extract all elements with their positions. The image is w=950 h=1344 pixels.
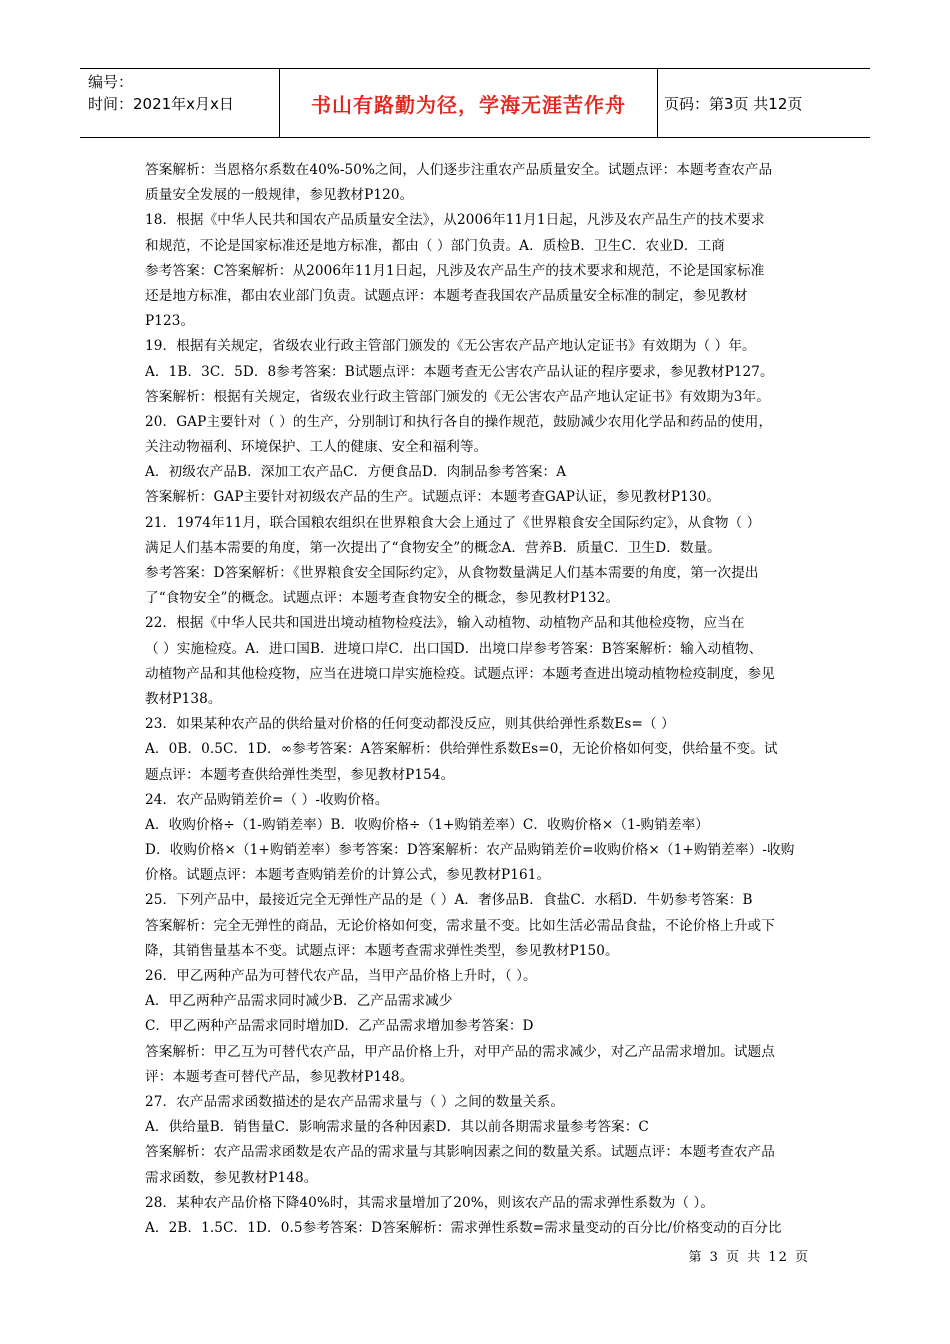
text-line: 答案解析：根据有关规定，省级农业行政主管部门颁发的《无公害农产品产地认定证书》有效期为3年。: [145, 388, 770, 405]
text-line: 满足人们基本需要的角度，第一次提出了“食物安全”的概念A．营养B．质量C．卫生D．数量。: [145, 539, 721, 556]
text-line: A．1B．3C．5D．8参考答案：B试题点评：本题考查无公害农产品认证的程序要求，参见教材P127。: [145, 363, 774, 380]
text-line: 答案解析：甲乙互为可替代农产品，甲产品价格上升，对甲产品的需求减少，对乙产品需求增加。试题点: [145, 1043, 775, 1060]
text-line: A．收购价格÷（1-购销差率）B．收购价格÷（1+购销差率）C．收购价格×（1-购销差率）: [145, 816, 709, 833]
text-line: 还是地方标准，都由农业部门负责。试题点评：本题考查我国农产品质量安全标准的制定，参见教材: [145, 287, 748, 304]
text-line: 评：本题考查可替代产品，参见教材P148。: [145, 1068, 414, 1085]
text-line: 质量安全发展的一般规律，参见教材P120。: [145, 187, 414, 204]
time-label: 时间：2021年x月x日: [88, 95, 234, 113]
text-line: 25．下列产品中，最接近完全无弹性产品的是（ ）A．奢侈品B．食盐C．水稻D．牛奶参考答案：B: [145, 892, 753, 909]
text-line: 20．GAP主要针对（ ）的生产，分别制订和执行各自的操作规范，鼓励减少农用化学品和药品的使用，: [145, 413, 773, 430]
text-line: A．初级农产品B．深加工农产品C．方便食品D．肉制品参考答案：A: [145, 464, 567, 481]
text-line: 参考答案：D答案解析：《世界粮食安全国际约定》，从食物数量满足人们基本需要的角度，第一次提出: [145, 565, 759, 581]
text-line: C．甲乙两种产品需求同时增加D．乙产品需求增加参考答案：D: [145, 1018, 534, 1035]
text-line: 答案解析：当恩格尔系数在40%-50%之间，人们逐步注重农产品质量安全。试题点评：本题考查农产品: [145, 162, 773, 178]
text-line: 24．农产品购销差价=（ ）-收购价格。: [145, 791, 389, 808]
motto: 书山有路勤为径，学海无涯苦作舟: [280, 69, 658, 137]
text-line: 28．某种农产品价格下降40%时，其需求量增加了20%，则该农产品的需求弹性系数为（ ）。: [145, 1194, 715, 1211]
text-line: 27．农产品需求函数描述的是农产品需求量与（ ）之间的数量关系。: [145, 1093, 565, 1110]
text-line: 需求函数，参见教材P148。: [145, 1169, 318, 1186]
text-line: 题点评：本题考查供给弹性类型，参见教材P154。: [145, 766, 455, 783]
text-line: 21．1974年11月，联合国粮农组织在世界粮食大会上通过了《世界粮食安全国际约定》，从食物（ ）: [145, 514, 761, 531]
header-left-cell: [80, 69, 280, 137]
text-line: 18．根据《中华人民共和国农产品质量安全法》，从2006年11月1日起，凡涉及农产品生产的技术要求: [145, 212, 765, 229]
page-footer: 第 3 页 共 12 页: [688, 1250, 810, 1265]
text-line: 参考答案：C答案解析：从2006年11月1日起，凡涉及农产品生产的技术要求和规范，不论是国家标准: [145, 262, 765, 279]
text-line: 23．如果某种农产品的供给量对价格的任何变动都没反应，则其供给弹性系数Es=（ ）: [145, 716, 675, 733]
page-header: [80, 68, 870, 138]
text-line: A．2B．1.5C．1D．0.5参考答案：D答案解析：需求弹性系数=需求量变动的百分比/价格变动的百分比: [145, 1219, 782, 1236]
text-line: 22．根据《中华人民共和国进出境动植物检疫法》，输入动植物、动植物产品和其他检疫物，应当在: [145, 615, 745, 632]
number-label: 编号：: [88, 73, 134, 91]
header-page-label: 页码：第3页 共12页: [664, 94, 803, 113]
text-line: 答案解析：GAP主要针对初级农产品的生产。试题点评：本题考查GAP认证，参见教材P130。: [145, 489, 721, 506]
text-line: 关注动物福利、环境保护、工人的健康、安全和福利等。: [145, 439, 488, 456]
text-line: A．0B．0.5C．1D．∞参考答案：A答案解析：供给弹性系数Es=0，无论价格如何变，供给量不变。试: [145, 741, 778, 758]
text-line: 答案解析：农产品需求函数是农产品的需求量与其影响因素之间的数量关系。试题点评：本题考查农产品: [145, 1144, 775, 1161]
text-line: D．收购价格×（1+购销差率）参考答案：D答案解析：农产品购销差价=收购价格×（1+购销差率）-收购: [145, 842, 795, 859]
text-line: 教材P138。: [145, 690, 222, 707]
text-line: 19．根据有关规定，省级农业行政主管部门颁发的《无公害农产品产地认定证书》有效期为（ ）年。: [145, 338, 756, 355]
text-line: 动植物产品和其他检疫物，应当在进境口岸实施检疫。试题点评：本题考查进出境动植物检疫制度，参见: [145, 665, 775, 682]
text-line: 26．甲乙两种产品为可替代农产品，当甲产品价格上升时，（ ）。: [145, 968, 537, 984]
text-line: P123。: [145, 313, 195, 330]
text-line: A．甲乙两种产品需求同时减少B．乙产品需求减少: [145, 993, 453, 1010]
text-line: （ ）实施检疫。A．进口国B．进境口岸C．出口国D．出境口岸参考答案：B答案解析：输入动植物、: [145, 640, 763, 657]
document-body: [145, 158, 810, 1241]
text-line: 和规范，不论是国家标准还是地方标准，都由（ ）部门负责。A．质检B．卫生C．农业D．工商: [145, 237, 725, 254]
text-line: A．供给量B．销售量C．影响需求量的各种因素D．其以前各期需求量参考答案：C: [145, 1119, 649, 1136]
text-line: 了“食物安全”的概念。试题点评：本题考查食物安全的概念，参见教材P132。: [145, 590, 620, 607]
text-line: 答案解析：完全无弹性的商品，无论价格如何变，需求量不变。比如生活必需品食盐，不论价格上升或下: [145, 917, 775, 934]
text-line: 降，其销售量基本不变。试题点评：本题考查需求弹性类型，参见教材P150。: [145, 942, 619, 959]
text-line: 价格。试题点评：本题考查购销差价的计算公式，参见教材P161。: [145, 867, 551, 884]
